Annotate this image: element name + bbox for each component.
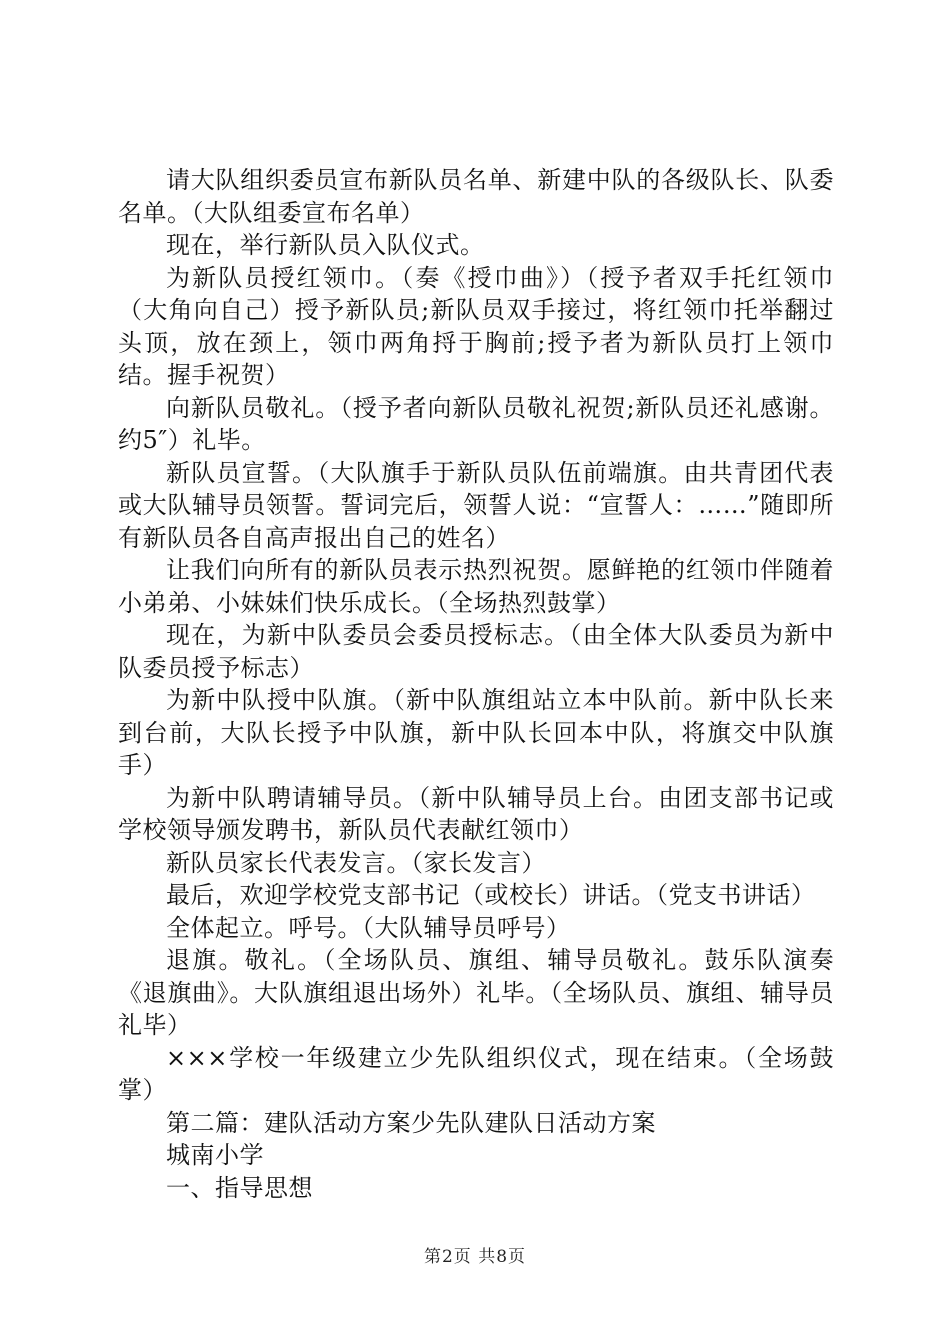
paragraph-congratulate: 让我们向所有的新队员表示热烈祝贺。愿鲜艳的红领巾伴随着小弟弟、小妹妹们快乐成长。（全场热烈鼓掌）	[118, 556, 834, 617]
paragraph-principal-speech: 最后，欢迎学校党支部书记（或校长）讲话。（党支书讲话）	[166, 881, 816, 909]
paragraph-slogan: 全体起立。呼号。（大队辅导员呼号）	[166, 913, 571, 942]
section-heading: 第二篇：建队活动方案少先队建队日活动方案	[166, 1108, 656, 1137]
paragraph-squadron-flag: 为新中队授中队旗。（新中队旗组站立本中队前。新中队长来到台前，大队长授予中队旗，新中队长回本中队，将旗交中队旗手）	[118, 686, 834, 779]
paragraph-ceremony-start: 现在，举行新队员入队仪式。	[166, 231, 485, 259]
paragraph-parent-speech: 新队员家长代表发言。（家长发言）	[166, 848, 546, 877]
paragraph-committee-badges: 现在，为新中队委员会委员授标志。（由全体大队委员为新中队委员授予标志）	[118, 621, 834, 682]
paragraph-counselor: 为新中队聘请辅导员。（新中队辅导员上台。由团支部书记或学校领导颁发聘书，新队员代表献红领巾）	[118, 783, 834, 844]
paragraph-retire-flag: 退旗。敬礼。（全场队员、旗组、辅导员敬礼。鼓乐队演奏《退旗曲》。大队旗组退出场外）礼毕。（全场队员、旗组、辅导员礼毕）	[118, 946, 834, 1039]
document-body	[118, 164, 834, 1204]
paragraph-ceremony-end: ×××学校一年级建立少先队组织仪式，现在结束。（全场鼓掌）	[118, 1043, 834, 1104]
page-number-footer: 第2页 共8页	[423, 1247, 527, 1267]
paragraph-announce-list: 请大队组织委员宣布新队员名单、新建中队的各级队长、队委名单。（大队组委宣布名单）	[118, 166, 834, 227]
school-name: 城南小学	[166, 1141, 264, 1169]
paragraph-oath: 新队员宣誓。（大队旗手于新队员队伍前端旗。由共青团代表或大队辅导员领誓。誓词完后，领誓人说：“宣誓人：……”随即所有新队员各自高声报出自己的姓名）	[118, 458, 834, 552]
paragraph-salute: 向新队员敬礼。（授予者向新队员敬礼祝贺;新队员还礼感谢。约5″）礼毕。	[118, 393, 834, 454]
subheading-guiding-ideology: 一、指导思想	[166, 1173, 313, 1202]
paragraph-scarf-award: 为新队员授红领巾。（奏《授巾曲》）（授予者双手托红领巾（大角向自己）授予新队员;新队员双手接过，将红领巾托举翻过头顶，放在颈上，领巾两角捋于胸前;授予者为新队员打上领巾结。握手祝贺）	[118, 263, 834, 389]
